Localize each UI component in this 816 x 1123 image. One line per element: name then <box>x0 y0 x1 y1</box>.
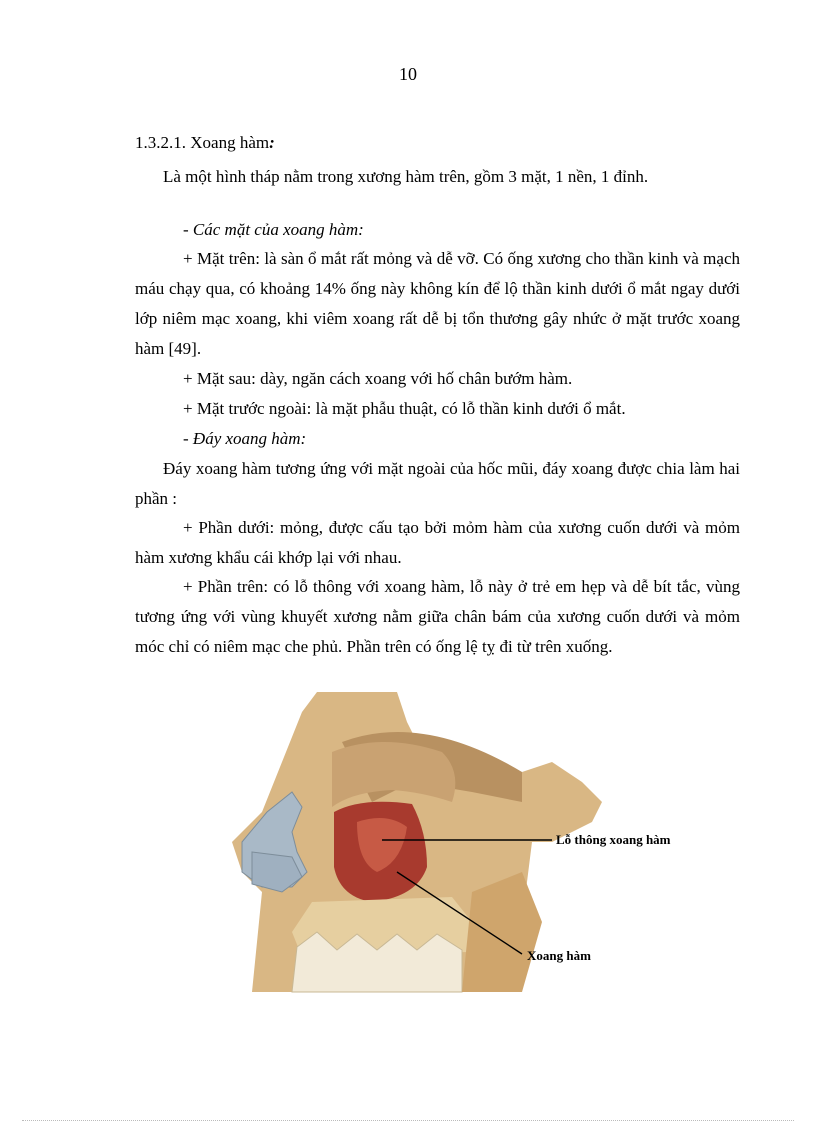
ostium-label: Lỗ thông xoang hàm <box>556 832 671 847</box>
sinus-anatomy-figure <box>222 692 722 997</box>
intro-paragraph: Là một hình tháp nằm trong xương hàm trên, gồm 3 mặt, 1 nền, 1 đỉnh. <box>163 167 649 186</box>
face-back-paragraph: + Mặt sau: dày, ngăn cách xoang với hố chân bướm hàm. <box>183 369 573 388</box>
page-number: 10 <box>399 64 417 84</box>
floor-paragraph: Đáy xoang hàm tương ứng với mặt ngoài của hốc mũi, đáy xoang được chia làm hai phần : <box>135 459 740 508</box>
heading-colon: : <box>269 133 275 152</box>
faces-subheading: - Các mặt của xoang hàm: <box>183 220 364 239</box>
lower-part-paragraph: + Phần dưới: mỏng, được cấu tạo bởi mỏm hàm của xương cuốn dưới và mỏm hàm xương khẩu cái khớp lại với nhau. <box>135 518 740 567</box>
sinus-label: Xoang hàm <box>527 948 591 963</box>
heading-text: 1.3.2.1. Xoang hàm <box>135 133 270 152</box>
page-bottom-rule <box>22 1120 794 1121</box>
face-top-paragraph: + Mặt trên: là sàn ổ mắt rất mỏng và dễ vỡ. Có ống xương cho thần kinh và mạch máu chạy qua, có khoảng 14% ống này không kín để lộ thần kinh dưới ổ mắt ngay dưới lớp niêm mạc xoang, khi viêm xoang rất dễ bị tổn thương gây nhức ở mặt trước xoang hàm [49]. <box>135 249 740 358</box>
face-front-paragraph: + Mặt trước ngoài: là mặt phẫu thuật, có lỗ thần kinh dưới ổ mắt. <box>183 399 626 418</box>
floor-subheading: - Đáy xoang hàm: <box>183 429 307 448</box>
section-heading <box>135 133 275 153</box>
upper-part-paragraph: + Phần trên: có lỗ thông với xoang hàm, lỗ này ở trẻ em hẹp và dễ bít tắc, vùng tương ứng với vùng khuyết xương nằm giữa chân bám của xương cuốn dưới và mỏm móc chỉ có niêm mạc che phủ. Phần trên có ống lệ tỵ đi từ trên xuống. <box>135 577 740 656</box>
